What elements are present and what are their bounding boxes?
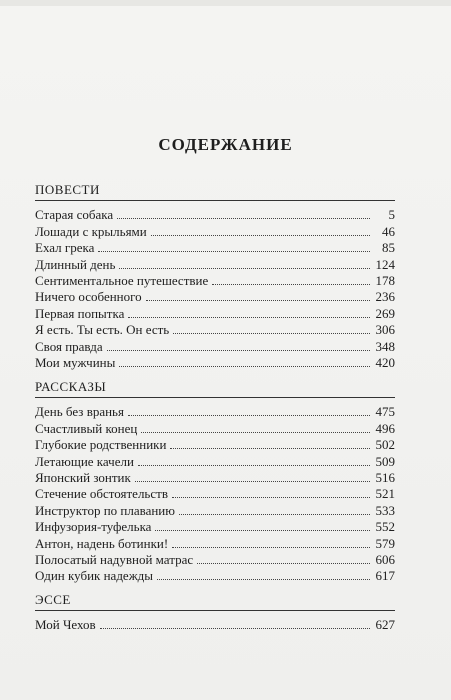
toc-entry-title: Ехал грека: [35, 240, 95, 256]
dot-leader: [119, 268, 370, 269]
toc-entry-title: Старая собака: [35, 207, 114, 223]
toc-entry[interactable]: [35, 567, 395, 583]
dot-leader: [197, 563, 370, 564]
toc-entry-title: Первая попытка: [35, 305, 125, 321]
toc-entry-title: Японский зонтик: [35, 469, 131, 485]
toc-entry[interactable]: [35, 354, 395, 370]
toc-entry[interactable]: [35, 501, 395, 517]
show-through-text: [36, 0, 436, 150]
dot-leader: [141, 432, 370, 433]
dot-leader: [128, 317, 370, 318]
toc-entry-page: 236: [375, 289, 395, 305]
toc-entry-page: 348: [375, 338, 395, 354]
dot-leader: [173, 333, 370, 334]
toc-entry[interactable]: [35, 222, 395, 238]
toc-entry-title: Длинный день: [35, 256, 116, 272]
toc-list: [35, 403, 395, 583]
section-rule: [35, 610, 395, 611]
toc-entry-page: 5: [388, 207, 395, 223]
toc-list: [35, 616, 395, 632]
section-povesti: [35, 181, 395, 370]
dot-leader: [100, 628, 370, 629]
dot-leader: [157, 579, 370, 580]
section-heading: ЭССЕ: [35, 592, 71, 607]
dot-leader: [179, 514, 370, 515]
dot-leader: [128, 415, 370, 416]
dot-leader: [146, 300, 370, 301]
dot-leader: [212, 284, 370, 285]
dot-leader: [155, 530, 370, 531]
toc-entry[interactable]: [35, 239, 395, 255]
toc-entry-page: 306: [375, 322, 395, 338]
toc-entry-title: Полосатый надувной матрас: [35, 551, 194, 567]
toc-entry[interactable]: [35, 272, 395, 288]
section-rule: [35, 397, 395, 398]
toc-entry-page: 521: [375, 486, 395, 502]
toc-entry[interactable]: [35, 403, 395, 419]
toc-entry-page: 579: [375, 535, 395, 551]
dot-leader: [170, 448, 370, 449]
toc-entry-title: Летающие качели: [35, 453, 134, 469]
toc-entry-page: 509: [375, 453, 395, 469]
toc-entry-page: 606: [375, 551, 395, 567]
toc-entry-page: 516: [375, 469, 395, 485]
toc-entry[interactable]: [35, 534, 395, 550]
section-heading: РАССКАЗЫ: [35, 379, 107, 394]
toc-list: [35, 206, 395, 370]
dot-leader: [98, 251, 370, 252]
section-heading: ПОВЕСТИ: [35, 182, 100, 197]
toc-entry-title: Сентиментальное путешествие: [35, 272, 209, 288]
dot-leader: [117, 218, 370, 219]
toc-entry-title: Инфузория-туфелька: [35, 519, 152, 535]
toc-entry-page: 46: [382, 223, 395, 239]
toc-entry-page: 420: [375, 354, 395, 370]
toc-entry-title: Я есть. Ты есть. Он есть: [35, 322, 170, 338]
toc-entry-title: Глубокие родственники: [35, 437, 167, 453]
toc-entry-page: 124: [375, 256, 395, 272]
section-esse: [35, 591, 395, 632]
toc-entry-page: 178: [375, 272, 395, 288]
dot-leader: [119, 366, 370, 367]
toc-entry[interactable]: [35, 337, 395, 353]
toc-entry-title: Счастливый конец: [35, 420, 138, 436]
toc-entry[interactable]: [35, 436, 395, 452]
toc-entry-page: 85: [382, 240, 395, 256]
toc-entry[interactable]: [35, 469, 395, 485]
toc-entry-title: Лошади с крыльями: [35, 223, 147, 239]
toc-entry[interactable]: [35, 452, 395, 468]
dot-leader: [135, 481, 370, 482]
section-rasskazy: [35, 378, 395, 583]
dot-leader: [107, 350, 370, 351]
toc-entry-page: 627: [375, 617, 395, 633]
toc-entry-title: Ничего особенного: [35, 289, 142, 305]
toc-entry-page: 269: [375, 305, 395, 321]
toc-entry-title: Мои мужчины: [35, 354, 116, 370]
toc-entry[interactable]: [35, 288, 395, 304]
toc-entry-page: 475: [375, 404, 395, 420]
toc-entry[interactable]: [35, 485, 395, 501]
toc-entry-title: Один кубик надежды: [35, 568, 154, 584]
toc-entry-title: Мой Чехов: [35, 617, 96, 633]
toc-entry-title: Своя правда: [35, 338, 103, 354]
toc-entry-page: 502: [375, 437, 395, 453]
toc-entry[interactable]: [35, 518, 395, 534]
toc-entry-title: День без вранья: [35, 404, 124, 420]
toc-entry[interactable]: [35, 551, 395, 567]
toc-entry-page: 552: [375, 519, 395, 535]
dot-leader: [172, 547, 370, 548]
toc-entry-title: Инструктор по плаванию: [35, 502, 175, 518]
toc-entry-title: Стечение обстоятельств: [35, 486, 168, 502]
dot-leader: [172, 497, 370, 498]
dot-leader: [138, 465, 370, 466]
page-title: СОДЕРЖАНИЕ: [158, 135, 293, 154]
toc-entry[interactable]: [35, 255, 395, 271]
toc-entry[interactable]: [35, 321, 395, 337]
toc-entry-title: Антон, надень ботинки!: [35, 535, 169, 551]
toc-entry-page: 617: [375, 568, 395, 584]
toc-entry-page: 496: [375, 420, 395, 436]
section-rule: [35, 200, 395, 201]
toc-entry[interactable]: [35, 206, 395, 222]
toc-entry[interactable]: [35, 304, 395, 320]
dot-leader: [151, 235, 370, 236]
toc-entry[interactable]: [35, 616, 395, 632]
toc-entry[interactable]: [35, 419, 395, 435]
toc-entry-page: 533: [375, 502, 395, 518]
